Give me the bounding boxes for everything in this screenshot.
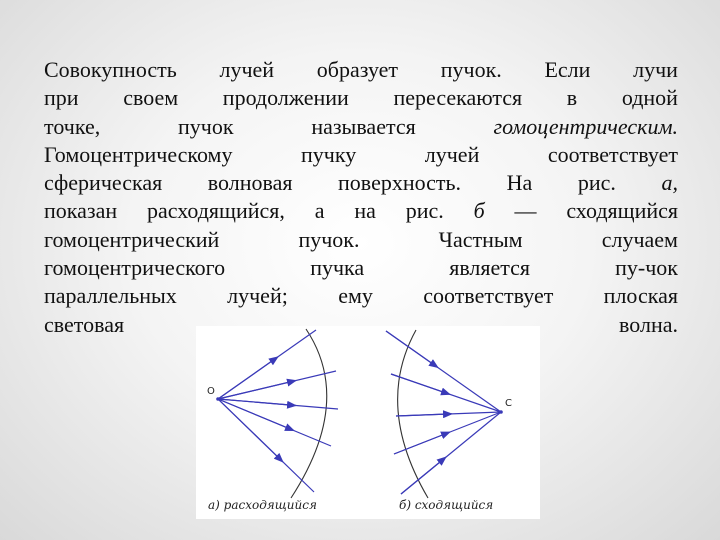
- word: гомоцентрического: [44, 255, 226, 281]
- label-o: O: [207, 386, 215, 397]
- word: пучка: [310, 255, 365, 281]
- word: расходящийся,: [146, 198, 285, 224]
- word: пересекаются: [393, 85, 523, 111]
- ray-beam-figure: [196, 326, 540, 519]
- word: продолжении: [222, 85, 349, 111]
- word: в: [566, 85, 578, 111]
- word: является: [449, 255, 531, 281]
- beam-diagram: [196, 326, 540, 519]
- word: пу-чок: [615, 255, 678, 281]
- word: рис.: [577, 170, 616, 196]
- word: поверхность.: [338, 170, 462, 196]
- word: своем: [123, 85, 179, 111]
- fig-ref-a: а,: [661, 170, 678, 196]
- wavefront-arc-a: [291, 329, 327, 498]
- word: одной: [621, 85, 678, 111]
- word: сходящийся: [566, 198, 678, 224]
- word: сферическая: [44, 170, 163, 196]
- ray: [396, 414, 452, 416]
- word: а: [314, 198, 325, 224]
- ray: [218, 357, 278, 399]
- word: пучок.: [440, 57, 502, 82]
- ray: [218, 399, 296, 406]
- focus-point: [499, 410, 503, 414]
- word: соответствует: [423, 283, 554, 309]
- caption-a: а) расходящийся: [208, 498, 317, 512]
- word: случаем: [601, 226, 678, 252]
- ray: [218, 399, 283, 462]
- text-line-7: [44, 226, 678, 254]
- word: гомоцентрический: [44, 226, 220, 252]
- text-line-5: [44, 169, 678, 197]
- wavefront-arc-b: [398, 330, 428, 498]
- caption-b: б) сходящийся: [399, 498, 494, 512]
- word: лучи: [633, 57, 678, 82]
- term-homocentric: гомоцентрическим.: [493, 113, 678, 139]
- text-line-3: [44, 113, 678, 141]
- ray: [218, 399, 294, 431]
- word: волновая: [207, 170, 293, 196]
- word: На: [506, 170, 533, 196]
- word: рис.: [405, 198, 444, 224]
- word: пучку: [301, 141, 357, 167]
- word: образует: [316, 57, 399, 82]
- word: пучок: [178, 113, 234, 139]
- word: называется: [311, 113, 416, 139]
- fig-ref-b: б: [473, 198, 485, 224]
- word: лучей: [424, 141, 480, 167]
- text-line-2: [44, 84, 678, 112]
- ray: [401, 457, 446, 494]
- word: ему: [338, 283, 373, 309]
- word: соответствует: [547, 141, 678, 167]
- label-c: C: [505, 398, 512, 409]
- word: световая: [44, 311, 125, 337]
- word: лучей;: [227, 283, 288, 309]
- ray: [218, 381, 296, 400]
- point-source: [216, 397, 220, 401]
- text-line-8: [44, 254, 678, 282]
- word: волна.: [619, 311, 678, 337]
- word: Если: [544, 57, 591, 82]
- body-text: [44, 56, 678, 339]
- word: при: [44, 85, 79, 111]
- word: точке,: [44, 113, 101, 139]
- word: показан: [44, 198, 118, 224]
- word: пучок.: [298, 226, 360, 252]
- word: —: [514, 198, 537, 224]
- word: Частным: [438, 226, 523, 252]
- word: Гомоцентрическому: [44, 141, 233, 167]
- text-line-4: [44, 141, 678, 169]
- word: параллельных: [44, 283, 177, 309]
- text-line-9: [44, 282, 678, 310]
- converging-beam: [386, 330, 503, 498]
- word: лучей: [219, 57, 275, 82]
- word: на: [354, 198, 376, 224]
- ray: [391, 374, 450, 394]
- word: плоская: [603, 283, 678, 309]
- word: Совокупность: [44, 57, 177, 82]
- text-line-1: [44, 56, 678, 84]
- diverging-beam: [216, 329, 338, 498]
- text-line-6: [44, 197, 678, 225]
